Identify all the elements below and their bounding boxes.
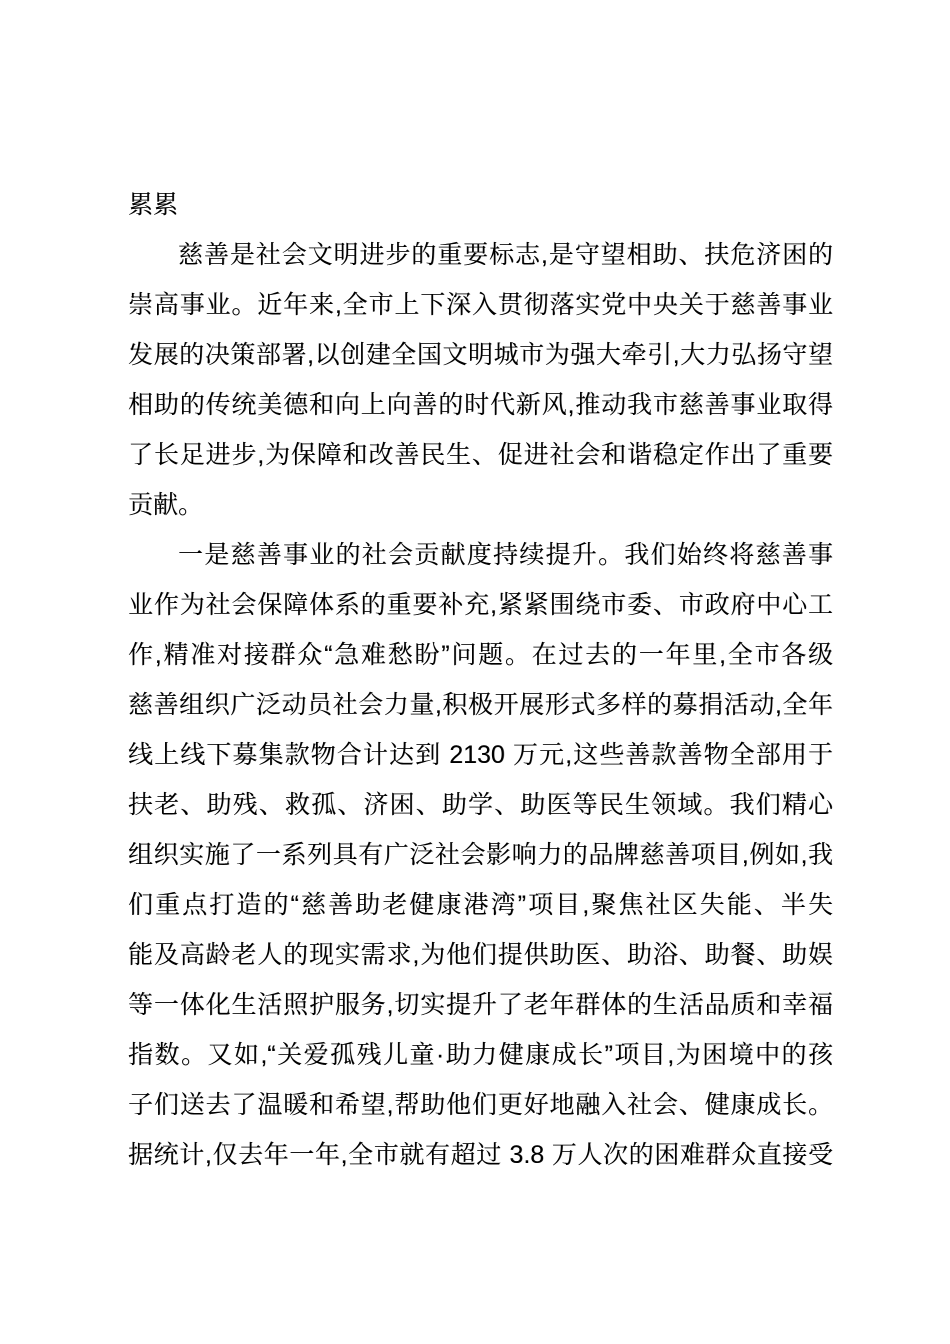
text-line: 指数。又如,“关爱孤残儿童·助力健康成长”项目,为困境中的孩 [128, 1041, 833, 1069]
text-line: 慈善组织广泛动员社会力量,积极开展形式多样的募捐活动,全年 [128, 691, 833, 719]
text-line: 线上线下募集款物合计达到 2130 万元,这些善款善物全部用于 [128, 741, 833, 769]
text-line: 能及高龄老人的现实需求,为他们提供助医、助浴、助餐、助娱 [128, 941, 833, 969]
text-line: 慈善是社会文明进步的重要标志,是守望相助、扶危济困的 [178, 241, 833, 269]
text-line: 崇高事业。近年来,全市上下深入贯彻落实党中央关于慈善事业 [128, 291, 833, 319]
document-paragraphs [128, 230, 833, 1180]
text-line: 们重点打造的“慈善助老健康港湾”项目,聚焦社区失能、半失 [128, 891, 833, 919]
text-line: 等一体化生活照护服务,切实提升了老年群体的生活品质和幸福 [128, 991, 833, 1019]
text-line: 作,精准对接群众“急难愁盼”问题。在过去的一年里,全市各级 [128, 641, 833, 669]
paragraph [128, 230, 833, 530]
text-line: 一是慈善事业的社会贡献度持续提升。我们始终将慈善事 [178, 541, 833, 569]
text-line: 发展的决策部署,以创建全国文明城市为强大牵引,大力弘扬守望 [128, 341, 833, 369]
text-line: 扶老、助残、救孤、济困、助学、助医等民生领域。我们精心 [128, 791, 833, 819]
text-line: 贡献。 [128, 491, 204, 519]
text-line: 相助的传统美德和向上向善的时代新风,推动我市慈善事业取得 [128, 391, 833, 419]
paragraph [128, 530, 833, 1180]
document-body [128, 180, 833, 1180]
text-line: 据统计,仅去年一年,全市就有超过 3.8 万人次的困难群众直接受 [128, 1141, 833, 1169]
text-line: 子们送去了温暖和希望,帮助他们更好地融入社会、健康成长。 [128, 1091, 833, 1119]
document-heading: 累累 [128, 191, 179, 219]
text-line: 组织实施了一系列具有广泛社会影响力的品牌慈善项目,例如,我 [128, 841, 833, 869]
text-line: 业作为社会保障体系的重要补充,紧紧围绕市委、市政府中心工 [128, 591, 833, 619]
text-line: 了长足进步,为保障和改善民生、促进社会和谐稳定作出了重要 [128, 441, 833, 469]
